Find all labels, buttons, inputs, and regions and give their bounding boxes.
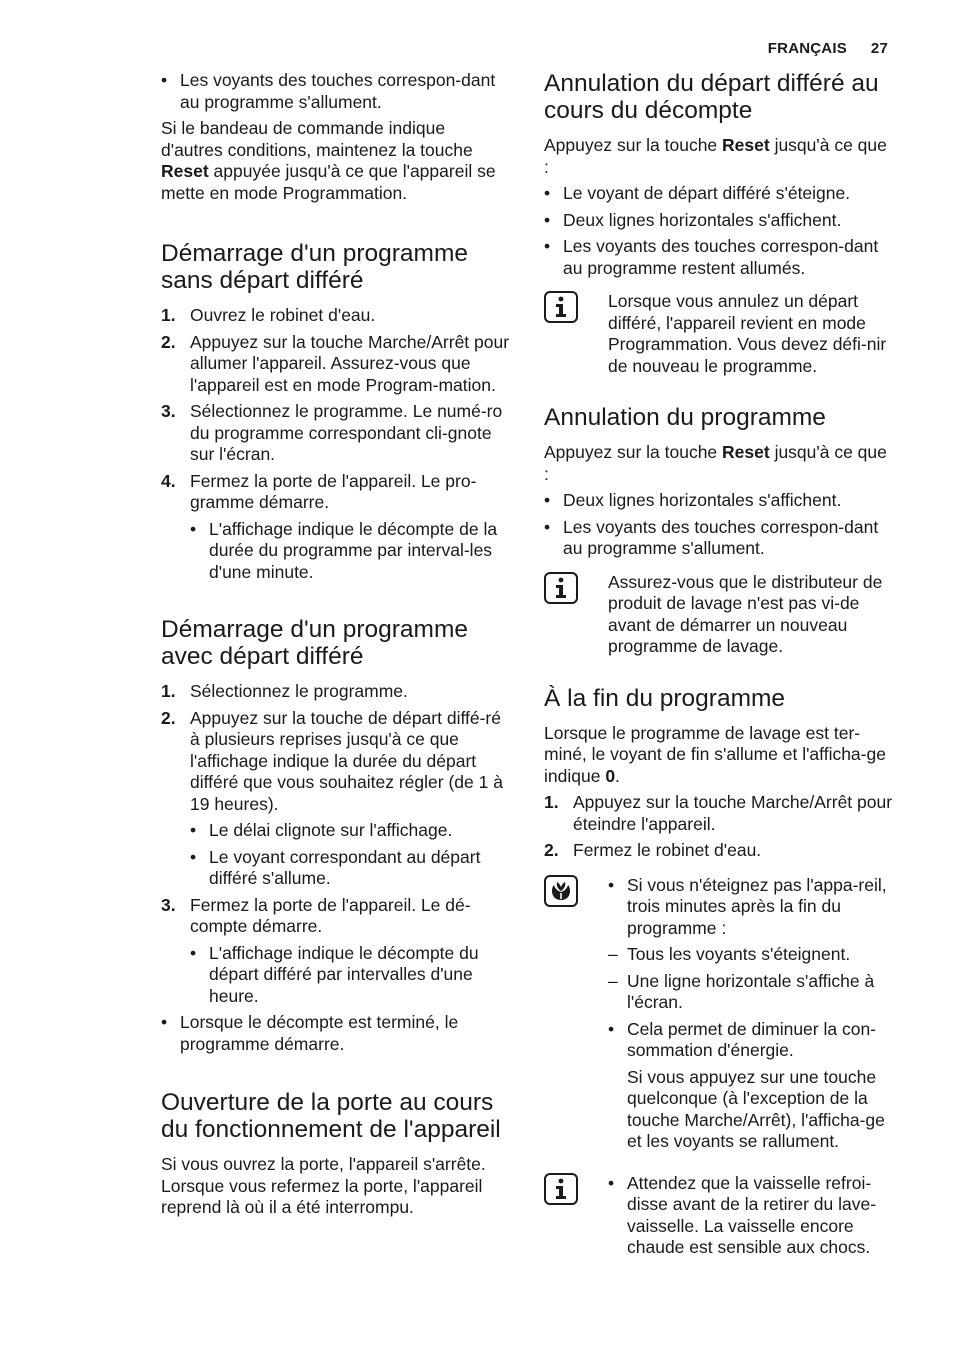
step-1: 1. Sélectionnez le programme. bbox=[161, 681, 408, 701]
info-bullet: • Attendez que la vaisselle refroi-disse avant de la retirer du lave-vaisselle. La vaisselle encore chaude est sensible aux chocs. bbox=[608, 1173, 896, 1259]
info-icon bbox=[544, 1173, 578, 1205]
cancel-program-paragraph: Appuyez sur la touche Reset jusqu'à ce que : bbox=[544, 442, 887, 484]
step-2: 2. Appuyez sur la touche de départ diffé-ré à plusieurs reprises jusqu'à ce que l'affichage indique la durée du départ différé que vous souhaitez régler (de 1 à 19 heures). bbox=[161, 707, 503, 814]
info-icon bbox=[544, 572, 578, 604]
step-1: 1. Ouvrez le robinet d'eau. bbox=[161, 305, 376, 325]
reset-keyword: Reset bbox=[722, 442, 770, 462]
step-2: 2. Fermez le robinet d'eau. bbox=[544, 840, 762, 860]
reset-keyword: Reset bbox=[722, 135, 770, 155]
intro-bullet: • Les voyants des touches correspon-dant au programme s'allument. bbox=[161, 70, 511, 113]
door-open-paragraph: Si vous ouvrez la porte, l'appareil s'arrête. Lorsque vous refermez la porte, l'appareil reprend là où il a été interrompu. bbox=[161, 1154, 486, 1217]
cancel-delay-paragraph: Appuyez sur la touche Reset jusqu'à ce que : bbox=[544, 135, 887, 177]
zero-keyword: 0 bbox=[605, 765, 616, 786]
step-2: 2. Appuyez sur la touche Marche/Arrêt pour allumer l'appareil. Assurez-vous que l'appareil est en mode Program-mation. bbox=[161, 331, 510, 395]
eco-leaf-icon bbox=[544, 875, 578, 907]
eco-note bbox=[544, 875, 896, 1153]
info-note-text: Lorsque vous annulez un départ différé, l'appareil revient en mode Programmation. Vous devez défi-nir de nouveau le programme. bbox=[608, 291, 887, 376]
eco-bullet: • Si vous n'éteignez pas l'appa-reil, trois minutes après la fin du programme : bbox=[608, 875, 896, 940]
eco-dash-item: – Une ligne horizontale s'affiche à l'écran. bbox=[608, 971, 896, 1014]
step-1: 1. Appuyez sur la touche Marche/Arrêt pour éteindre l'appareil. bbox=[544, 792, 893, 834]
end-program-paragraph: Lorsque le programme de lavage est ter-miné, le voyant de fin s'allume et l'afficha-ge indique 0. bbox=[544, 722, 886, 786]
intro-paragraph: Si le bandeau de commande indique d'autres conditions, maintenez la touche Reset appuyée jusqu'à ce que l'appareil se mette en mode Programmation. bbox=[161, 118, 496, 203]
step-4-bullet: • L'affichage indique le décompte de la durée du programme par interval-les d'une minute. bbox=[190, 519, 511, 584]
info-note-text: Assurez-vous que le distributeur de produit de lavage n'est pas vi-de avant de démarrer un nouveau programme de lavage. bbox=[608, 571, 883, 656]
right-column bbox=[544, 70, 896, 1264]
section-title-with-delay: Démarrage d'un programme avec départ différé bbox=[161, 616, 468, 670]
info-note bbox=[544, 572, 896, 658]
page-header bbox=[768, 38, 888, 60]
list-item: • Deux lignes horizontales s'affichent. bbox=[544, 490, 896, 512]
list-item: • Les voyants des touches correspon-dant au programme restent allumés. bbox=[544, 236, 896, 279]
info-icon bbox=[544, 291, 578, 323]
step-2-bullet: • Le délai clignote sur l'affichage. bbox=[190, 820, 511, 842]
left-column bbox=[161, 70, 511, 1224]
info-note bbox=[544, 291, 896, 377]
step-2-bullet: • Le voyant correspondant au départ différé s'allume. bbox=[190, 847, 511, 890]
final-bullet: • Lorsque le décompte est terminé, le programme démarre. bbox=[161, 1012, 511, 1055]
section-title-end-program: À la fin du programme bbox=[544, 684, 786, 712]
step-3: 3. Fermez la porte de l'appareil. Le dé-compte démarre. bbox=[161, 894, 471, 936]
step-3-bullet: • L'affichage indique le décompte du départ différé par intervalles d'une heure. bbox=[190, 943, 511, 1008]
section-title-cancel-program: Annulation du programme bbox=[544, 404, 826, 431]
header-language: FRANÇAIS bbox=[767, 40, 847, 57]
list-item: • Les voyants des touches correspon-dant au programme s'allument. bbox=[544, 517, 896, 560]
eco-paragraph: Si vous appuyez sur une touche quelconque (à l'exception de la touche Marche/Arrêt), l'afficha-ge et les voyants se rallument. bbox=[627, 1066, 885, 1151]
eco-dash-item: – Tous les voyants s'éteignent. bbox=[608, 944, 896, 966]
info-note bbox=[544, 1173, 896, 1259]
section-title-no-delay: Démarrage d'un programme sans départ différé bbox=[161, 240, 468, 294]
list-item: • Le voyant de départ différé s'éteigne. bbox=[544, 183, 896, 205]
eco-bullet: • Cela permet de diminuer la con-sommation d'énergie. bbox=[608, 1019, 896, 1062]
reset-keyword: Reset bbox=[161, 161, 209, 181]
page-number: 27 bbox=[870, 40, 888, 57]
section-title-door-open: Ouverture de la porte au cours du fonctionnement de l'appareil bbox=[161, 1089, 501, 1143]
step-4: 4. Fermez la porte de l'appareil. Le pro-gramme démarre. bbox=[161, 470, 477, 512]
section-title-cancel-delay: Annulation du départ différé au cours du décompte bbox=[544, 70, 879, 124]
list-item: • Deux lignes horizontales s'affichent. bbox=[544, 210, 896, 232]
step-3: 3. Sélectionnez le programme. Le numé-ro du programme correspondant cli-gnote sur l'écran. bbox=[161, 401, 503, 464]
